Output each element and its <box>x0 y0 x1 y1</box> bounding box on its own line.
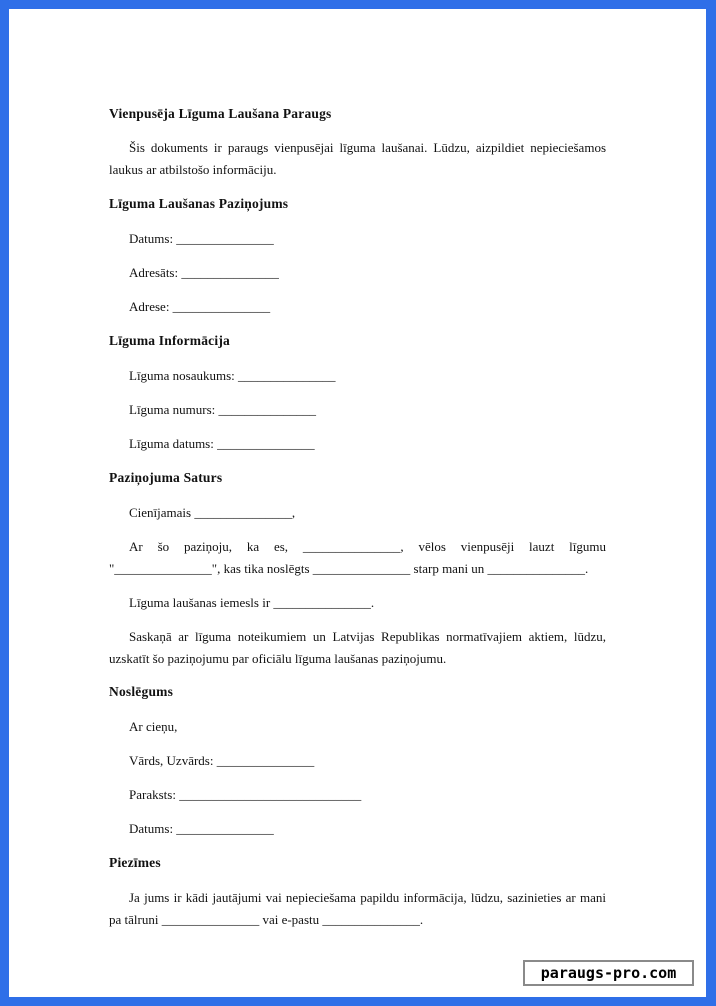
contract-date-field: Līguma datums: _______________ <box>129 436 315 451</box>
section-heading-notice: Līguma Laušanas Paziņojums <box>109 196 289 211</box>
notice-date-field: Datums: _______________ <box>129 231 274 246</box>
watermark-link[interactable]: paraugs-pro.com <box>523 960 694 986</box>
notice-addressee-field: Adresāts: _______________ <box>129 265 279 280</box>
section-heading-contract: Līguma Informācija <box>109 333 230 348</box>
document-page <box>9 9 706 997</box>
salutation-line: Cienījamais _______________, <box>129 505 296 520</box>
contract-name-field: Līguma nosaukums: _______________ <box>129 368 336 383</box>
intro-paragraph: Šis dokuments ir paraugs vienpusējai līguma laušanai. Lūdzu, aizpildiet nepieciešamos laukus ar atbilstošo informāciju. <box>109 140 606 177</box>
legal-paragraph: Saskaņā ar līguma noteikumiem un Latvijas Republikas normatīvajiem aktiem, lūdzu, uzskatīt šo paziņojumu par oficiālu līguma laušanas paziņojumu. <box>109 629 606 666</box>
signature-field: Paraksts: ____________________________ <box>129 787 362 802</box>
document-title: Vienpusēja Līguma Laušana Paraugs <box>109 106 332 121</box>
contract-number-field: Līguma numurs: _______________ <box>129 402 317 417</box>
section-heading-content: Paziņojuma Saturs <box>109 470 223 485</box>
regards-line: Ar cieņu, <box>129 719 178 734</box>
notice-address-field: Adrese: _______________ <box>129 299 271 314</box>
notice-paragraph: Ar šo paziņoju, ka es, _______________, vēlos vienpusēji lauzt līgumu "_______________", kas tika noslēgts _______________ starp mani un _______________. <box>109 539 606 576</box>
notes-paragraph: Ja jums ir kādi jautājumi vai nepieciešama papildu informācija, lūdzu, sazinieties ar mani pa tālruni _______________ vai e-pastu _______________. <box>109 890 606 927</box>
reason-line: Līguma laušanas iemesls ir _______________. <box>129 595 375 610</box>
closing-name-field: Vārds, Uzvārds: _______________ <box>129 753 315 768</box>
closing-date-field: Datums: _______________ <box>129 821 274 836</box>
section-heading-notes: Piezīmes <box>109 855 161 870</box>
section-heading-closing: Noslēgums <box>109 684 174 699</box>
